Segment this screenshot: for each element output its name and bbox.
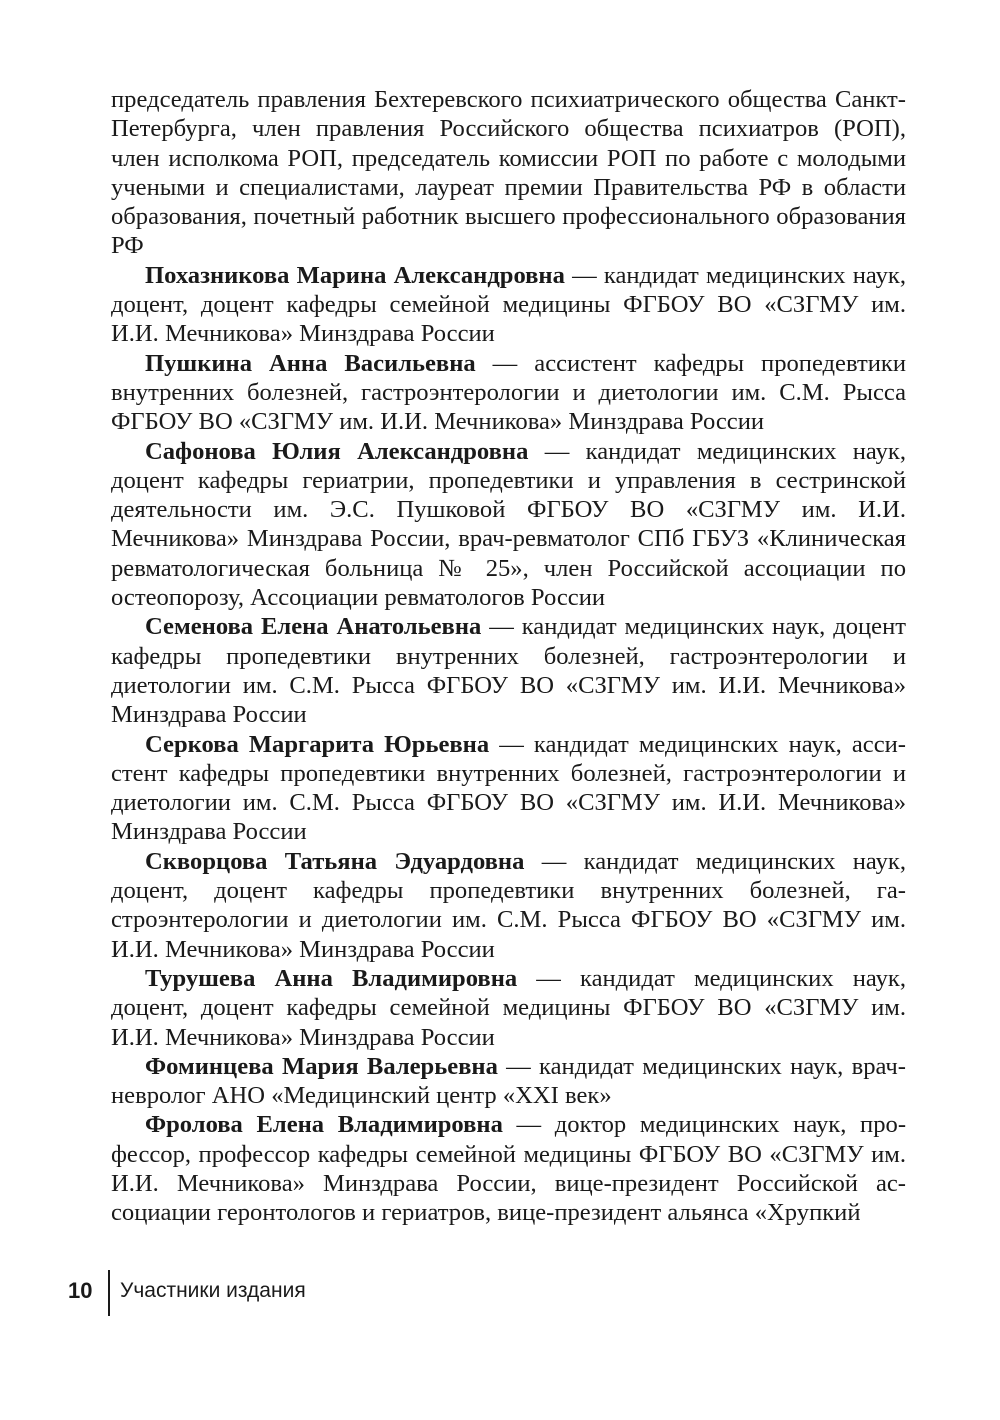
contributor-name: Скворцова Татьяна Эдуардовна — [145, 847, 525, 875]
contributor-name: Серкова Маргарита Юрьевна — [145, 730, 490, 758]
contributor-entry — [111, 847, 906, 964]
footer-divider — [108, 1270, 110, 1316]
intro-paragraph: председатель правления Бехтеревского психиатрического общества Санкт-Петербурга, член правления Российского общества психиатров (РОП), член исполкома РОП, председатель комиссии РОП по работе с молодыми учеными и специалистами, лауреат премии Правительства РФ в области образования, почетный работник высшего профессионального образования РФ — [111, 86, 906, 260]
contributor-entry — [111, 437, 906, 613]
contributor-description: — кандидат медицинских наук, доцент кафедры пропедевтики внутренних болезней, гастроэнтерологии и диетологии им. С.М. Рысса ФГБОУ ВО «СЗГМУ им. И.И. Мечникова» Минздрава России — [111, 613, 906, 729]
contributor-name: Пушкина Анна Васильевна — [145, 349, 476, 377]
contributor-name: Сафонова Юлия Александровна — [145, 437, 529, 465]
contributor-description: — кандидат медицинских наук, доцент, доцент кафедры семейной медицины ФГБОУ ВО «СЗГМУ им. И.И. Мечникова» Минздрава России — [111, 964, 906, 1051]
contributor-entry — [111, 964, 906, 1052]
contributor-name: Фролова Елена Владимировна — [145, 1111, 503, 1139]
contributor-entry — [111, 1110, 906, 1227]
contributor-description: — ассистент кафедры пропедевтики внутренних болезней, гастроэнтерологии и диетологии им. С.М. Рысса ФГБОУ ВО «СЗГМУ им. И.И. Мечникова» Минздрава России — [111, 349, 906, 436]
contributor-entry — [111, 1052, 906, 1111]
contributor-name: Семенова Елена Анатольевна — [145, 613, 482, 641]
contributor-description: — кандидат медицинских наук, ассистент кафедры пропедевтики внутренних болезней, гастроэнтерологии и диетологии им. С.М. Рысса ФГБОУ ВО «СЗГМУ им. И.И. Мечникова» Минздрава России — [111, 730, 906, 846]
contributor-name: Похазникова Марина Александровна — [145, 261, 565, 289]
contributor-entry — [111, 612, 906, 729]
contributor-entry — [111, 261, 906, 349]
running-section-title: Участники издания — [120, 1279, 306, 1302]
contributor-description: — кандидат медицинских наук, доцент кафедры гериатрии, пропедевтики и управления в сестринской деятельности им. Э.С. Пушковой ФГБОУ ВО «СЗГМУ им. И.И. Мечникова» Минздрава России, врач-ревматолог СПб ГБУЗ «Клиническая ревматологическая больница № 25», член Российской ассоциации по остеопорозу, Ассоциации ревматологов России — [111, 437, 906, 612]
contributor-entry — [111, 349, 906, 437]
page-footer — [0, 1270, 1000, 1320]
contributor-entry — [111, 730, 906, 847]
contributor-description: — доктор медицинских наук, профессор, профессор кафедры семейной медицины ФГБОУ ВО «СЗГМУ им. И.И. Мечникова» Минздрава России, вице-президент Российской ассоциации геронтологов и гериатров, вице-президент альянса «Хрупкий — [111, 1111, 907, 1227]
contributor-name: Турушева Анна Владимировна — [145, 964, 518, 992]
page-number: 10 — [68, 1278, 93, 1303]
contributor-description: — кандидат медицинских наук, доцент, доцент кафедры семейной медицины ФГБОУ ВО «СЗГМУ им. И.И. Мечникова» Минздрава России — [111, 261, 906, 348]
contributor-name: Фоминцева Мария Валерьевна — [145, 1052, 498, 1080]
contributor-description: — кандидат медицинских наук, доцент, доцент кафедры пропедевтики внутренних болезней, гастроэнтерологии и диетологии им. С.М. Рысса ФГБОУ ВО «СЗГМУ им. И.И. Мечникова» Минздрава России — [111, 847, 906, 963]
page-body — [111, 85, 906, 1228]
contributor-description: — кандидат медицинских наук, врач-невролог АНО «Медицинский центр «XXI век» — [111, 1052, 906, 1110]
